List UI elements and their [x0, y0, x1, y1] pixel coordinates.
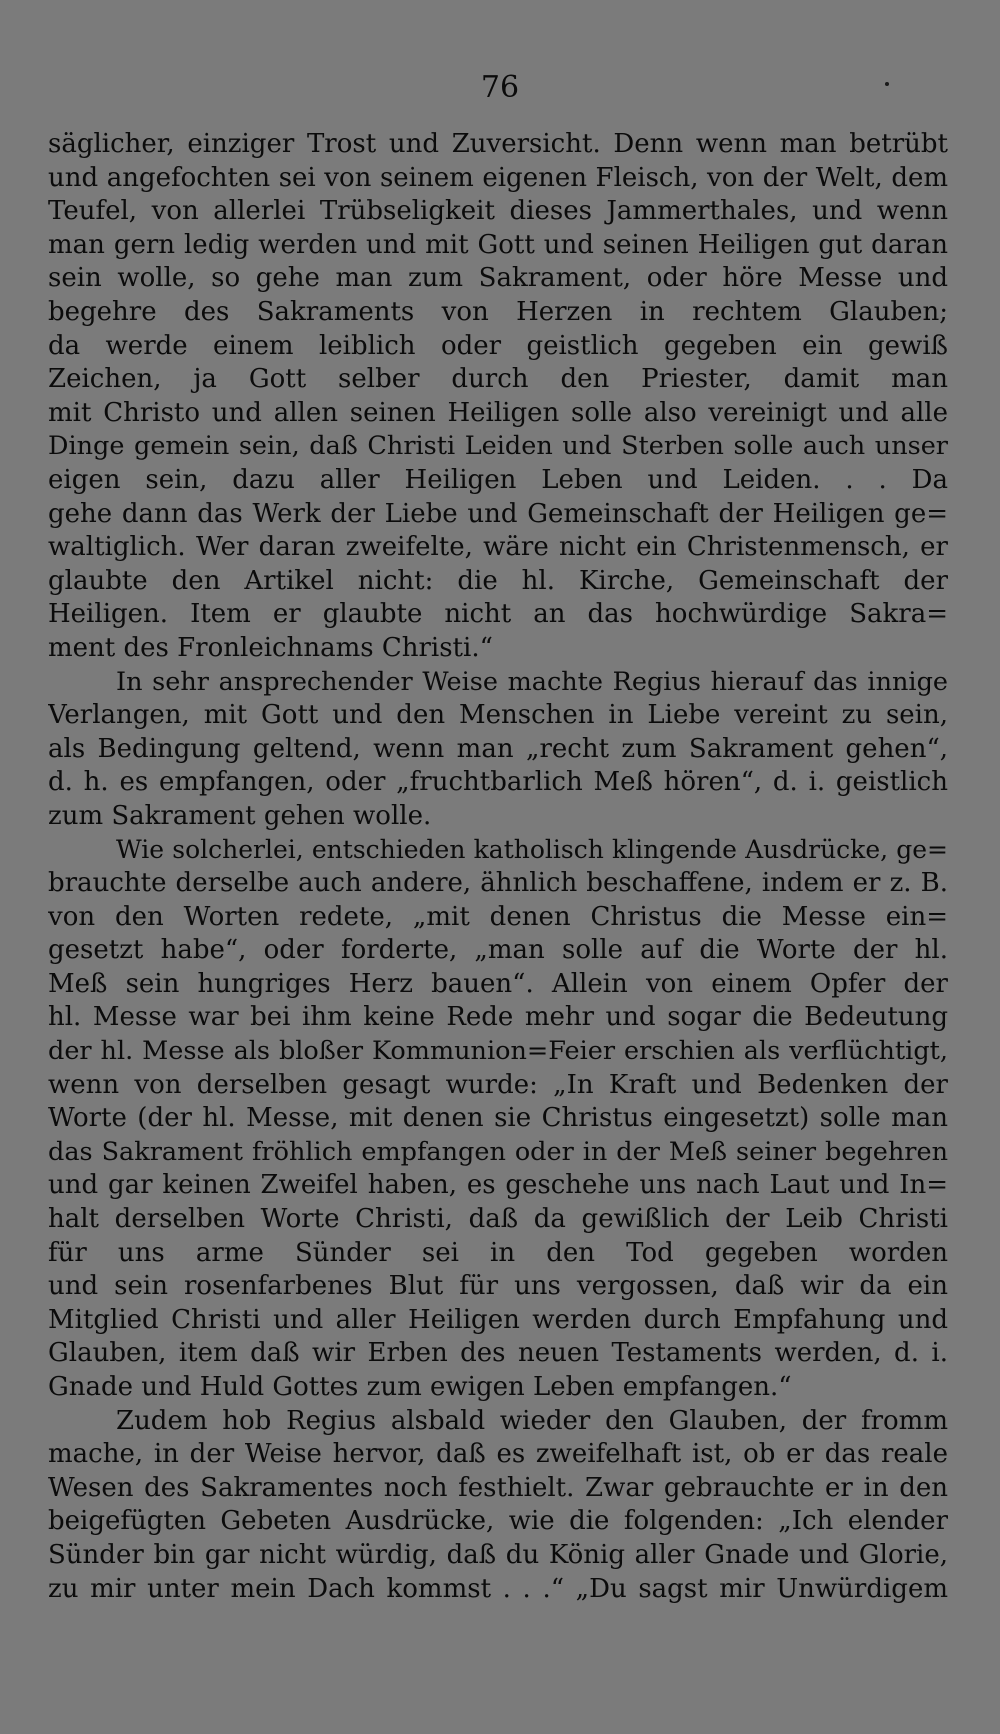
- text-line: der hl. Messe als bloßer Kommunion=Feier erschien als verflüchtigt,: [48, 1036, 948, 1067]
- text-line: gesetzt habe“, oder forderte, „man solle auf die Worte der hl.: [48, 935, 948, 966]
- page-number: 76: [480, 70, 520, 105]
- text-line: begehre des Sakraments von Herzen in rechtem Glauben;: [48, 296, 948, 327]
- text-line: und angefochten sei von seinem eigenen Fleisch, von der Welt, dem: [48, 162, 948, 193]
- text-line: Gnade und Huld Gottes zum ewigen Leben empfangen.“: [48, 1371, 792, 1402]
- text-line: eigen sein, dazu aller Heiligen Leben und Leiden. . . Da: [48, 464, 948, 495]
- text-line: mache, in der Weise hervor, daß es zweifelhaft ist, ob er das reale: [48, 1439, 948, 1470]
- text-line: waltiglich. Wer daran zweifelte, wäre nicht ein Christenmensch, er: [48, 532, 948, 563]
- text-line: Teufel, von allerlei Trübseligkeit dieses Jammerthales, und wenn: [48, 196, 948, 227]
- text-line: Mitglied Christi und aller Heiligen werden durch Empfahung und: [48, 1304, 948, 1335]
- text-line: Wie solcherlei, entschieden katholisch klingende Ausdrücke, ge=: [116, 835, 948, 865]
- text-line: Glauben, item daß wir Erben des neuen Testaments werden, d. i.: [48, 1338, 948, 1369]
- text-line: brauchte derselbe auch andere, ähnlich beschaffene, indem er z. B.: [48, 868, 948, 899]
- text-line: hl. Messe war bei ihm keine Rede mehr und sogar die Bedeutung: [48, 1002, 948, 1033]
- text-line: man gern ledig werden und mit Gott und seinen Heiligen gut daran: [48, 229, 948, 260]
- text-line: Zudem hob Regius alsbald wieder den Glauben, der fromm: [116, 1405, 948, 1436]
- text-line: sein wolle, so gehe man zum Sakrament, oder höre Messe und: [48, 263, 948, 294]
- text-line: und sein rosenfarbenes Blut für uns vergossen, daß wir da ein: [48, 1271, 948, 1302]
- text-line: d. h. es empfangen, oder „fruchtbarlich Meß hören“, d. i. geistlich: [48, 767, 948, 798]
- text-line: Dinge gemein sein, daß Christi Leiden und Sterben solle auch unser: [48, 431, 948, 462]
- text-line: Meß sein hungriges Herz bauen“. Allein von einem Opfer der: [48, 968, 948, 999]
- text-line: zum Sakrament gehen wolle.: [48, 800, 432, 831]
- text-line: zu mir unter mein Dach kommst . . .“ „Du sagst mir Unwürdigem: [48, 1573, 948, 1604]
- text-line: gehe dann das Werk der Liebe und Gemeinschaft der Heiligen ge=: [48, 498, 948, 529]
- text-line: In sehr ansprechender Weise machte Regius hierauf das innige: [116, 666, 948, 697]
- body-text: [48, 128, 948, 1606]
- text-line: Worte (der hl. Messe, mit denen sie Christus eingesetzt) solle man: [48, 1103, 948, 1134]
- print-speck: [885, 82, 889, 86]
- text-line: für uns arme Sünder sei in den Tod gegeben worden: [48, 1237, 948, 1268]
- text-line: das Sakrament fröhlich empfangen oder in der Meß seiner begehren: [48, 1136, 948, 1167]
- text-line: Sünder bin gar nicht würdig, daß du König aller Gnade und Glorie,: [48, 1539, 948, 1570]
- text-line: beigefügten Gebeten Ausdrücke, wie die folgenden: „Ich elender: [48, 1506, 948, 1537]
- text-line: und gar keinen Zweifel haben, es geschehe uns nach Laut und In=: [48, 1170, 948, 1201]
- text-line: Wesen des Sakramentes noch festhielt. Zwar gebrauchte er in den: [48, 1472, 948, 1503]
- text-line: Zeichen, ja Gott selber durch den Priester, damit man: [48, 364, 948, 395]
- text-line: wenn von derselben gesagt wurde: „In Kraft und Bedenken der: [48, 1069, 948, 1100]
- text-line: Verlangen, mit Gott und den Menschen in Liebe vereint zu sein,: [48, 700, 948, 731]
- text-line: halt derselben Worte Christi, daß da gewißlich der Leib Christi: [48, 1204, 948, 1234]
- text-line: als Bedingung geltend, wenn man „recht zum Sakrament gehen“,: [48, 733, 948, 764]
- text-line: mit Christo und allen seinen Heiligen solle also vereinigt und alle: [48, 397, 948, 428]
- text-line: Heiligen. Item er glaubte nicht an das hochwürdige Sakra=: [48, 599, 948, 630]
- text-line: säglicher, einziger Trost und Zuversicht. Denn wenn man betrübt: [48, 129, 948, 159]
- text-line: da werde einem leiblich oder geistlich gegeben ein gewiß: [48, 330, 948, 361]
- text-line: ment des Fronleichnams Christi.“: [48, 632, 493, 663]
- text-line: glaubte den Artikel nicht: die hl. Kirche, Gemeinschaft der: [48, 565, 948, 596]
- text-line: von den Worten redete, „mit denen Christus die Messe ein=: [48, 901, 948, 932]
